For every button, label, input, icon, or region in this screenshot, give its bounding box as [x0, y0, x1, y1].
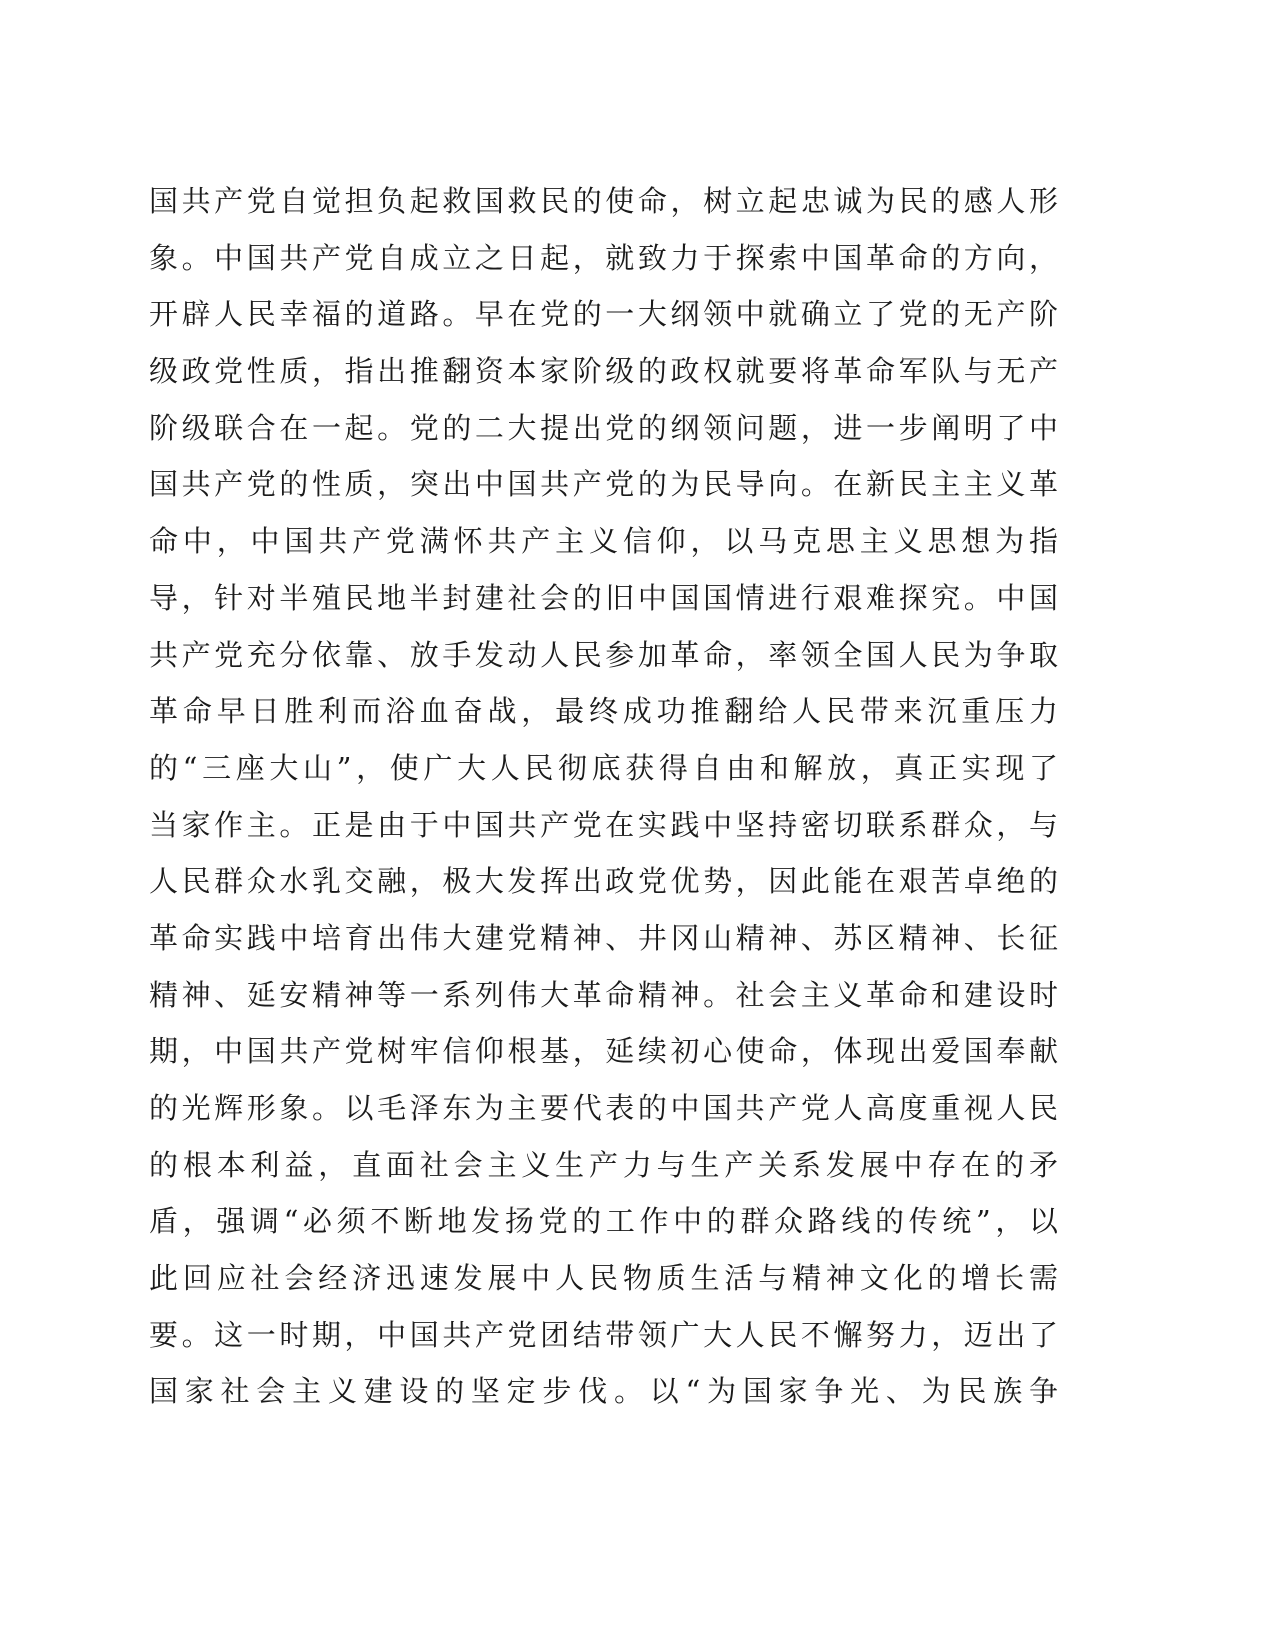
body-text — [149, 173, 1059, 1420]
text-line: 国共产党自觉担负起救国救民的使命，树立起忠诚为民的感人形 — [149, 184, 1059, 218]
text-line: 命中，中国共产党满怀共产主义信仰，以马克思主义思想为指 — [149, 524, 1059, 559]
text-line: 革命实践中培育出伟大建党精神、井冈山精神、苏区精神、长征 — [149, 920, 1059, 955]
text-line: 人民群众水乳交融，极大发挥出政党优势，因此能在艰苦卓绝的 — [149, 864, 1059, 899]
text-line: 象。中国共产党自成立之日起，就致力于探索中国革命的方向， — [149, 240, 1059, 275]
text-line: 精神、延安精神等一系列伟大革命精神。社会主义革命和建设时 — [149, 977, 1059, 1012]
text-line: 级政党性质，指出推翻资本家阶级的政权就要将革命军队与无产 — [149, 354, 1059, 389]
text-line: 革命早日胜利而浴血奋战，最终成功推翻给人民带来沉重压力 — [149, 694, 1059, 729]
text-line: 国共产党的性质，突出中国共产党的为民导向。在新民主主义革 — [149, 467, 1059, 502]
text-line: 开辟人民幸福的道路。早在党的一大纲领中就确立了党的无产阶 — [149, 297, 1059, 332]
text-line: 的“三座大山”，使广大人民彻底获得自由和解放，真正实现了 — [149, 750, 1059, 785]
text-line: 导，针对半殖民地半封建社会的旧中国国情进行艰难探究。中国 — [149, 580, 1059, 615]
text-line: 国家社会主义建设的坚定步伐。以“为国家争光、为民族争 — [149, 1374, 1059, 1409]
text-line: 要。这一时期，中国共产党团结带领广大人民不懈努力，迈出了 — [149, 1317, 1059, 1352]
text-line: 的光辉形象。以毛泽东为主要代表的中国共产党人高度重视人民 — [149, 1091, 1059, 1125]
text-line: 当家作主。正是由于中国共产党在实践中坚持密切联系群众，与 — [149, 807, 1059, 842]
text-line: 盾，强调“必须不断地发扬党的工作中的群众路线的传统”，以 — [149, 1204, 1059, 1239]
text-line: 阶级联合在一起。党的二大提出党的纲领问题，进一步阐明了中 — [149, 410, 1059, 445]
text-line: 的根本利益，直面社会主义生产力与生产关系发展中存在的矛 — [149, 1147, 1059, 1182]
text-line: 共产党充分依靠、放手发动人民参加革命，率领全国人民为争取 — [149, 637, 1059, 672]
text-line: 期，中国共产党树牢信仰根基，延续初心使命，体现出爱国奉献 — [149, 1034, 1059, 1069]
text-line: 此回应社会经济迅速发展中人民物质生活与精神文化的增长需 — [149, 1261, 1059, 1296]
